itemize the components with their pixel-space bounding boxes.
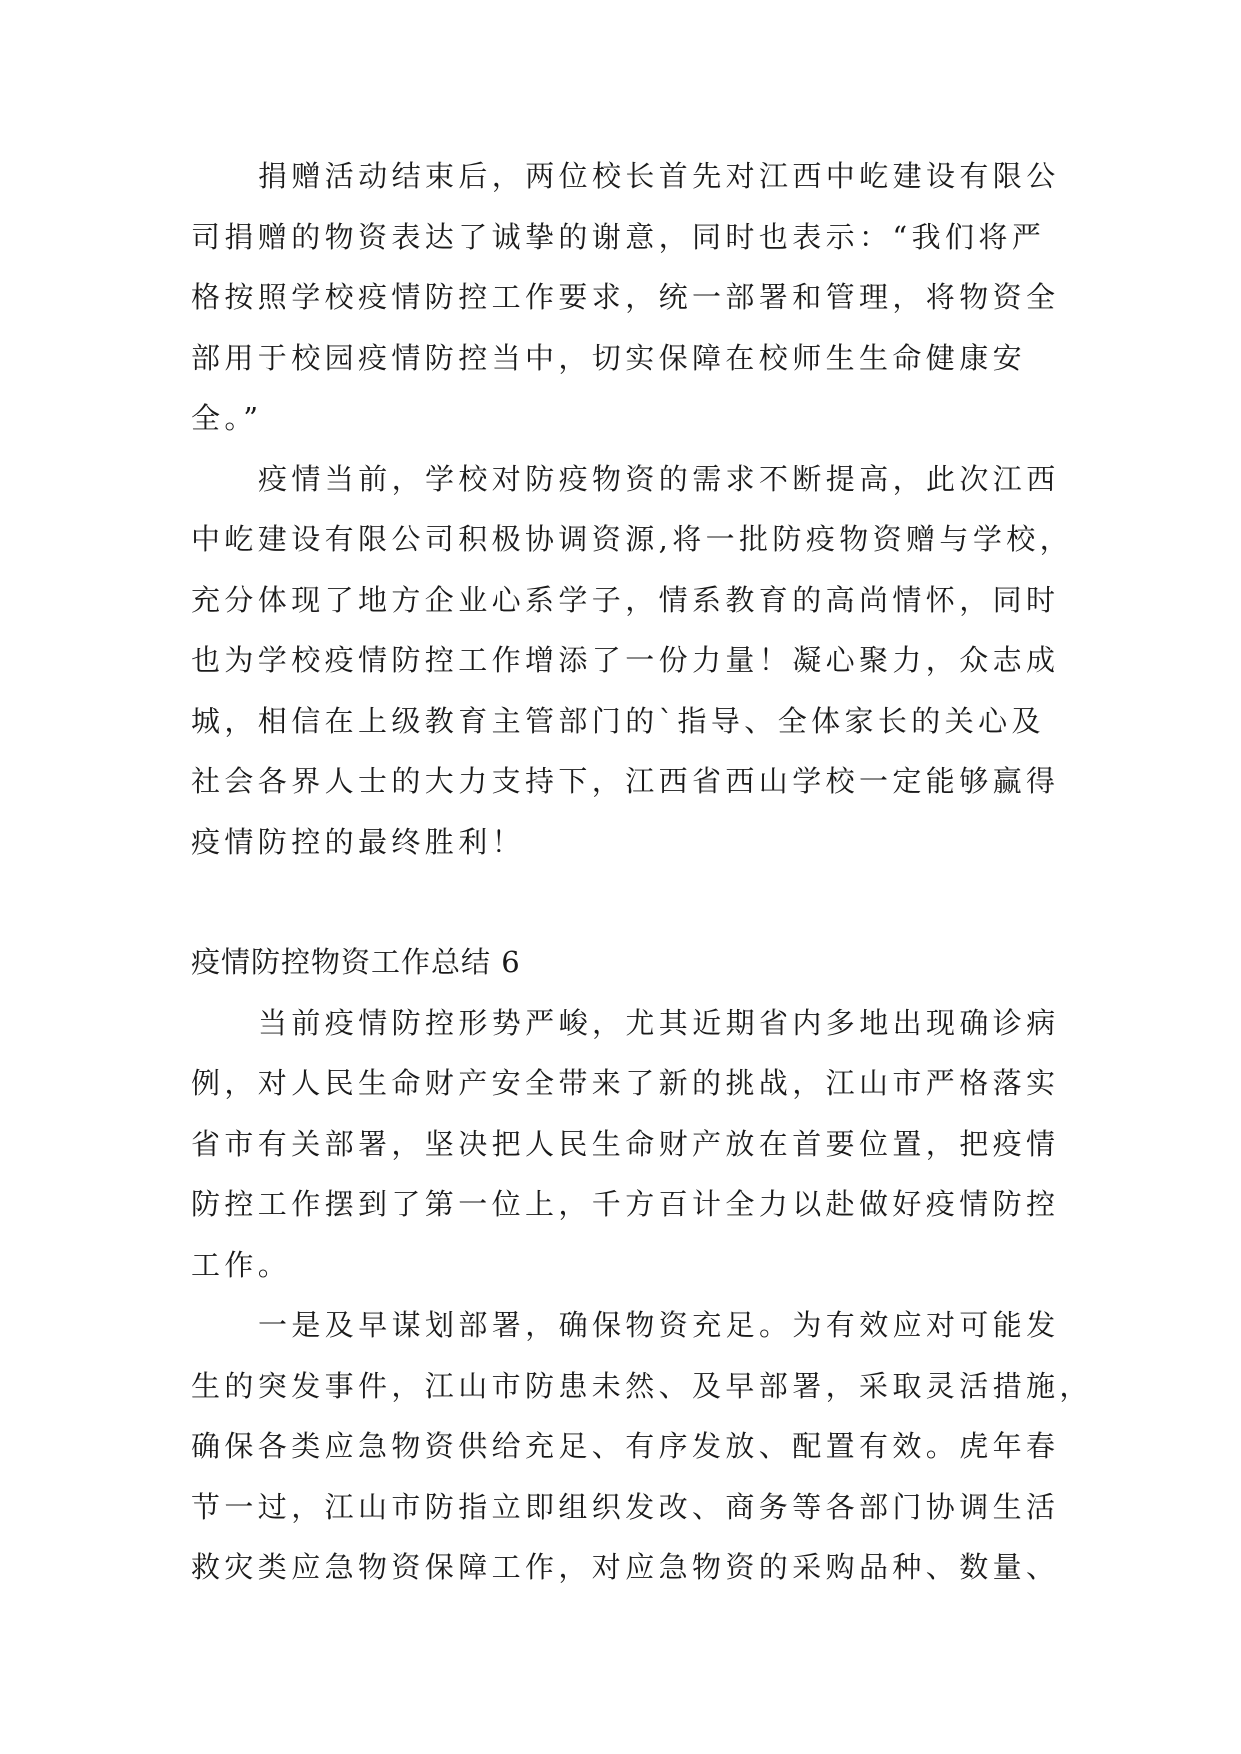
paragraph-early-planning (191, 1307, 1093, 1610)
text-line: 确保各类应急物资供给充足、有序发放、配置有效。虎年春 (191, 1429, 1060, 1463)
text-line: 司捐赠的物资表达了诚挚的谢意，同时也表示：“我们将严 (191, 219, 1046, 254)
text-line: 疫情当前，学校对防疫物资的需求不断提高，此次江西 (258, 461, 1060, 496)
text-line: 疫情防控的最终胜利！ (191, 824, 526, 859)
text-line: 中屹建设有限公司积极协调资源,将一批防疫物资赠与学校， (191, 522, 1074, 556)
text-line: 当前疫情防控形势严峻，尤其近期省内多地出现确诊病 (258, 1005, 1060, 1040)
text-line: 捐赠活动结束后，两位校长首先对江西中屹建设有限公 (258, 159, 1060, 193)
section-heading: 疫情防控物资工作总结 6 (191, 945, 521, 979)
text-line: 省市有关部署，坚决把人民生命财产放在首要位置，把疫情 (191, 1126, 1060, 1161)
text-line: 城，相信在上级教育主管部门的`指导、全体家长的关心及 (191, 703, 1045, 738)
document-body (191, 158, 1093, 1610)
text-line: 工作。 (191, 1247, 292, 1282)
text-line: 部用于校园疫情防控当中，切实保障在校师生生命健康安 (191, 340, 1027, 375)
text-line: 防控工作摆到了第一位上，千方百计全力以赴做好疫情防控 (191, 1187, 1060, 1221)
section-spacer (191, 884, 1071, 944)
text-line: 节一过，江山市防指立即组织发改、商务等各部门协调生活 (191, 1489, 1060, 1524)
text-line: 格按照学校疫情防控工作要求，统一部署和管理，将物资全 (191, 280, 1060, 314)
paragraph-epidemic-support (191, 461, 1074, 885)
paragraph-donation-thanks (191, 158, 1071, 461)
text-line: 也为学校疫情防控工作增添了一份力量！凝心聚力，众志成 (191, 643, 1060, 677)
text-line: 一是及早谋划部署，确保物资充足。为有效应对可能发 (258, 1308, 1060, 1342)
text-line: 社会各界人士的大力支持下，江西省西山学校一定能够赢得 (191, 764, 1060, 798)
text-line: 全。” (191, 401, 263, 435)
paragraph-situation (191, 1005, 1071, 1308)
text-line: 例，对人民生命财产安全带来了新的挑战，江山市严格落实 (191, 1066, 1060, 1100)
text-line: 救灾类应急物资保障工作，对应急物资的采购品种、数量、 (191, 1550, 1060, 1584)
text-line: 充分体现了地方企业心系学子，情系教育的高尚情怀，同时 (191, 582, 1060, 617)
text-line: 生的突发事件，江山市防患未然、及早部署，采取灵活措施， (191, 1368, 1093, 1403)
